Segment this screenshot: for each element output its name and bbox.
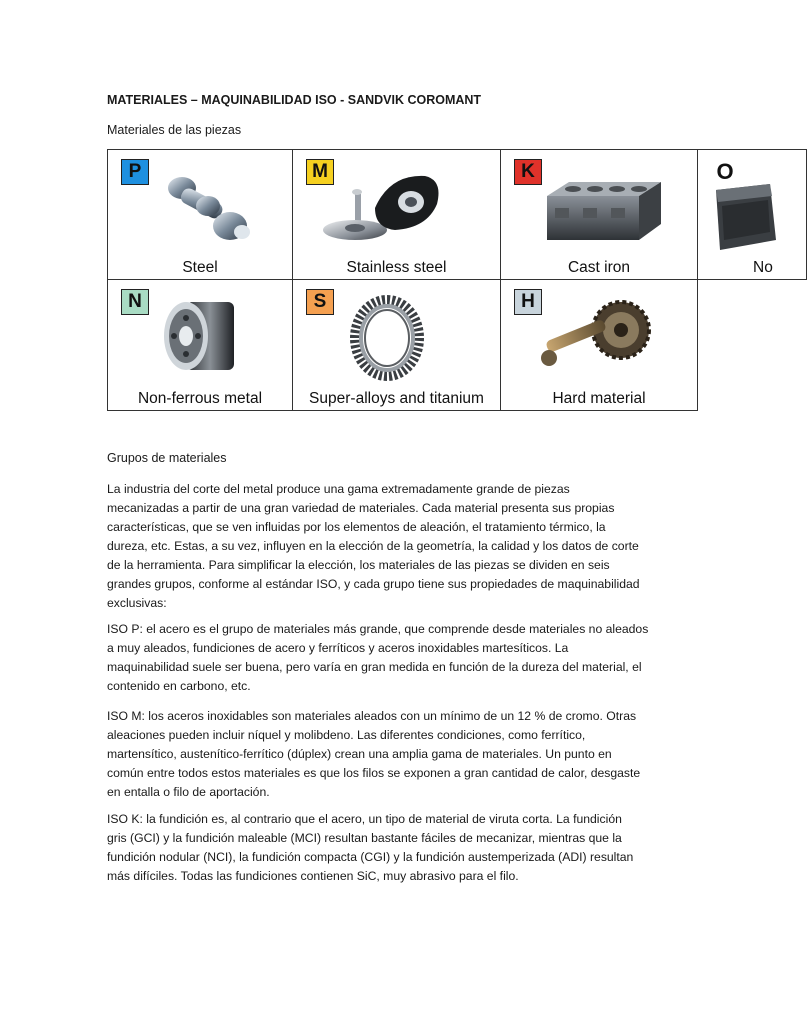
material-cell-k [500, 149, 698, 280]
material-badge-s: S [306, 289, 334, 315]
paragraph-iso-k [107, 810, 687, 886]
material-badge-m: M [306, 159, 334, 185]
text-line: común entre todos estos materiales es que los filos se exponen a gran cantidad de calor, desgaste [107, 766, 641, 780]
material-label-h: Hard material [552, 390, 646, 407]
material-badge-k: K [514, 159, 542, 185]
material-badge-n: N [121, 289, 149, 315]
text-line: ISO M: los aceros inoxidables son materiales aleados con un mínimo de un 12 % de cromo. Otras [107, 709, 637, 723]
material-label-p: Steel [182, 259, 218, 276]
material-label-s: Super-alloys and titanium [309, 390, 484, 407]
paragraph-iso-p [107, 620, 687, 696]
text-line: en entalla o filo de aportación. [107, 785, 270, 799]
material-label-m: Stainless steel [346, 259, 447, 276]
section-title-groups: Grupos de materiales [107, 451, 227, 465]
material-cell-p [107, 149, 293, 280]
section-title-materials: Materiales de las piezas [107, 123, 242, 137]
text-line: maquinabilidad suele ser buena, pero varía en gran medida en función de la dureza del material, el [107, 660, 642, 674]
text-line: exclusivas: [107, 596, 167, 610]
text-line: gris (GCI) y la fundición maleable (MCI) resultan bastante fáciles de mecanizar, mientras que la [107, 831, 622, 845]
text-line: a muy aleados, fundiciones de acero y ferríticos y aceros inoxidables martesíticos. La [107, 641, 569, 655]
text-line: ISO P: el acero es el grupo de materiales más grande, que comprende desde materiales no aleados [107, 622, 649, 636]
text-line: mecanizadas a partir de una gran variedad de materiales. Cada material presenta sus propias [107, 501, 615, 515]
text-line: ISO K: la fundición es, al contrario que el acero, un tipo de material de viruta corta. La fundición [107, 812, 622, 826]
material-badge-o: O [711, 159, 739, 185]
material-badge-p: P [121, 159, 149, 185]
material-cell-o [697, 149, 807, 280]
material-cell-m [292, 149, 501, 280]
material-label-n: Non-ferrous metal [137, 390, 263, 407]
turbine-ring-icon [349, 294, 425, 382]
text-line: dureza, etc. Estas, a su vez, influyen en la elección de la geometría, la calidad y los datos de corte [107, 539, 639, 553]
engine-block-icon [539, 178, 669, 250]
grid-divider [697, 279, 698, 411]
text-line: fundición nodular (NCI), la fundición compacta (CGI) y la fundición austemperizada (ADI) resultan [107, 850, 634, 864]
text-line: de la herramienta. Para simplificar la elección, los materiales de las piezas se dividen en seis [107, 558, 610, 572]
text-line: aleaciones pueden incluir níquel y molibdeno. Las diferentes condiciones, como ferrítico, [107, 728, 586, 742]
material-cell-s [292, 279, 501, 411]
paragraph-iso-m [107, 707, 687, 802]
stainless-part-icon [315, 168, 445, 248]
material-label-o: No [753, 259, 773, 276]
paragraph-intro [107, 480, 687, 613]
steel-part-icon [160, 172, 255, 252]
wheel-rim-icon [156, 296, 246, 376]
text-line: contenido en carbono, etc. [107, 679, 251, 693]
material-cell-n [107, 279, 293, 411]
text-line: más difíciles. Todas las fundiciones contienen SiC, muy abrasivo para el filo. [107, 869, 519, 883]
text-line: martensítico, austenítico-ferrítico (dúplex) crean una amplia gama de materiales. Un punto en [107, 747, 612, 761]
text-line: grandes grupos, conforme al estándar ISO, y cada grupo tiene sus propiedades de maquinabilidad [107, 577, 640, 591]
gear-shaft-icon [537, 298, 657, 378]
page-title: MATERIALES – MAQUINABILIDAD ISO - SANDVIK COROMANT [107, 93, 482, 107]
material-badge-h: H [514, 289, 542, 315]
material-cell-h [500, 279, 698, 411]
plastic-part-icon [710, 180, 780, 254]
text-line: La industria del corte del metal produce una gama extremadamente grande de piezas [107, 482, 570, 496]
material-label-k: Cast iron [567, 259, 631, 276]
text-line: características, que se ven influidas por los elementos de aleación, el tratamiento térmico, la [107, 520, 606, 534]
materials-grid [107, 149, 807, 411]
